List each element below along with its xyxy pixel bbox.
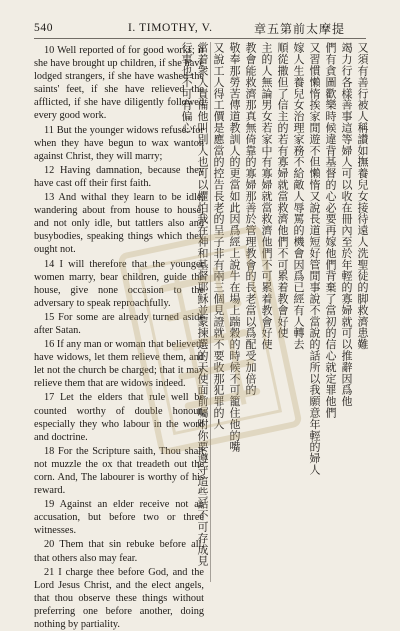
chinese-line: 又說工人得工價是應當的控告長老的呈子非有兩三個見證就不要收那犯罪的人 xyxy=(212,42,225,430)
verse-11: 11 But the younger widows refuse: for when they have begun to wax wanton against Christ, they will marry; xyxy=(34,124,204,162)
chinese-line: 順從撒但了信主的若有寡婦就當救濟他們不可累着教會好使 xyxy=(276,42,289,339)
verse-13: 13 And withal they learn to be idle, wandering about from house to house; and not only idle, but tattlers also and busybodies, speaking things which they ought not. xyxy=(34,192,204,256)
header-rule xyxy=(34,38,366,39)
verse-16: 16 If any man or woman that believeth have widows, let them relieve them, and let not the church be charged; that it may relieve them that are widows indeed. xyxy=(34,339,204,390)
verse-10: 10 Well reported of for good works; if she have brought up children, if she have lodged strangers, if she have washed the saints' feet, if she have relieved the afflicted, if she have diligently followed every good work. xyxy=(34,45,204,122)
verse-21: 21 I charge thee before God, and the Lord Jesus Christ, and the elect angels, that thou observe these things without preferring one before another, doing nothing by partiality. xyxy=(34,566,204,631)
chinese-line: 又須有善行被人稱讚如撫養兒女接待遠人洗聖徒的脚救濟患難 xyxy=(356,42,369,350)
chinese-line: 教會能救濟那真無倚靠的寡婦那善於管理教會的長老當以爲配受加倍的 xyxy=(244,42,257,396)
verse-19: 19 Against an elder receive not an accusation, but before two or three witnesses. xyxy=(34,499,204,537)
chinese-line: 敬奉那勞苦傳道教訓人的更當如此因爲經上說牛在場上踹穀的時候不可籠住他的嘴 xyxy=(228,42,241,453)
chinese-line: 行事也不可有偏心 xyxy=(180,42,193,134)
chinese-line: 當着衆人責備他叫別人也可以懼怕我在神和基督耶穌並蒙揀選的天使面前囑咐你要遵守這些話不可存成見 xyxy=(196,42,209,567)
verse-18: 18 For the Scripture saith, Thou shalt not muzzle the ox that treadeth out the corn. And, The labourer is worthy of his reward. xyxy=(34,445,204,497)
chinese-chapter-title: 章五第前太摩提 xyxy=(254,22,346,36)
book-title: I. TIMOTHY, V. xyxy=(128,22,213,34)
page-number: 540 xyxy=(34,22,54,34)
page-header-left xyxy=(34,22,71,34)
chinese-line: 主的人無論男女若家中有寡婦就當救濟他們不可累着教會好使 xyxy=(260,42,273,350)
verse-15: 15 For some are already turned aside after Satan. xyxy=(34,311,204,336)
chinese-line: 竭力行各樣善事這等婦人可以收在冊內至於年輕的寡婦就可以推辭因爲他 xyxy=(340,42,353,407)
verse-17: 17 Let the elders that rule well be counted worthy of double honour, especially they who labour in the word and doctrine. xyxy=(34,392,204,443)
chinese-line: 嫁人生養兒女治理家務不給敵人辱罵的機會因爲已經有人轉去 xyxy=(292,42,305,350)
verse-20: 20 Them that sin rebuke before all, that others also may fear. xyxy=(34,539,204,564)
chinese-line: 又習慣懶惰挨家閒遊不但懶惰又說長道短好管閒事說不當說的話所以我願意年輕的婦人 xyxy=(308,42,321,476)
chinese-line: 們有貪圖歡樂時候違背基督的心必要再嫁他們背棄了當初的信心就定罪他們 xyxy=(324,42,337,419)
verse-14: 14 I will therefore that the younger women marry, bear children, guide the house, give none occasion to the adversary to speak reproachfully. xyxy=(34,258,204,309)
verse-12: 12 Having damnation, because they have cast off their first faith. xyxy=(34,164,204,189)
chinese-text-column xyxy=(180,42,370,582)
